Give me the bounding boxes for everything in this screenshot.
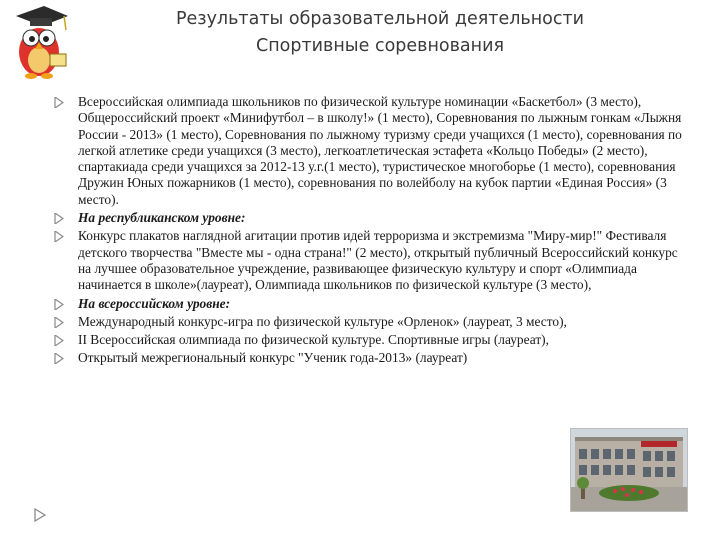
list-item-text: Всероссийская олимпиада школьников по физической культуре номинации «Баскетбол» (3 место), Общероссийский проект «Минифутбол – в школу!» (1 место), Соревнования по лыжным гонкам «Лыжня России - 2013» (1 место), Соревнования по лыжному туризму среди учащихся (1 место), соревнования по легкой атлетике среди учащихся (3 место), легкоатлетическая эстафета «Кольцо Победы» (2 место), спартакиада среди учащихся за 2012-13 у.г.(1 место), туристическое многоборье (1 место), соревнования Дружин Юных пожарников (1 место), соревнования по волейболу на кубок партии «Единая Россия» (3 место). [78, 94, 682, 207]
bullet-arrow-icon [54, 97, 64, 108]
bullet-arrow-icon [54, 353, 64, 364]
list-item [52, 210, 692, 226]
list-item-text: II Всероссийская олимпиада по физической культуре. Спортивные игры (лауреат), [78, 332, 549, 348]
title-line-1: Результаты образовательной деятельности [175, 9, 585, 29]
bullet-arrow-icon [54, 213, 64, 224]
title-line-2: Спортивные соревнования [256, 36, 504, 56]
list-item-text: Международный конкурс-игра по физической культуре «Орленок» (лауреат, 3 место), [78, 313, 567, 329]
list-item [52, 314, 692, 330]
bullet-arrow-icon [54, 335, 64, 346]
bullet-arrow-icon [54, 299, 64, 310]
next-slide-arrow-icon[interactable] [34, 508, 46, 522]
list-item [52, 350, 692, 366]
list-item [52, 94, 692, 208]
bullet-arrow-icon [54, 317, 64, 328]
list-item-text: На всероссийском уровне: [78, 295, 231, 311]
list-item-text: На республиканском уровне: [78, 210, 246, 226]
list-item-text: Конкурс плакатов наглядной агитации против идей терроризма и экстремизма "Миру-мир!" Фестиваля детского творчества "Вместе мы - одна страна!" (2 место), открытый публичный Всероссийский конкурс на лучшее образовательное учреждение, развивающее физическую культуру и спорт «Олимпиада начинается в школе»(лауреат), Олимпиада школьников по физической культуре (3 место), [78, 228, 678, 293]
owl-mascot-icon [6, 2, 72, 82]
list-item [52, 296, 692, 312]
bullet-arrow-icon [54, 231, 64, 242]
school-building-photo [570, 428, 688, 512]
list-item [52, 228, 692, 293]
achievements-list [52, 94, 692, 369]
list-item [52, 332, 692, 348]
slide-title [100, 6, 660, 60]
list-item-text: Открытый межрегиональный конкурс "Ученик года-2013» (лауреат) [78, 350, 468, 366]
